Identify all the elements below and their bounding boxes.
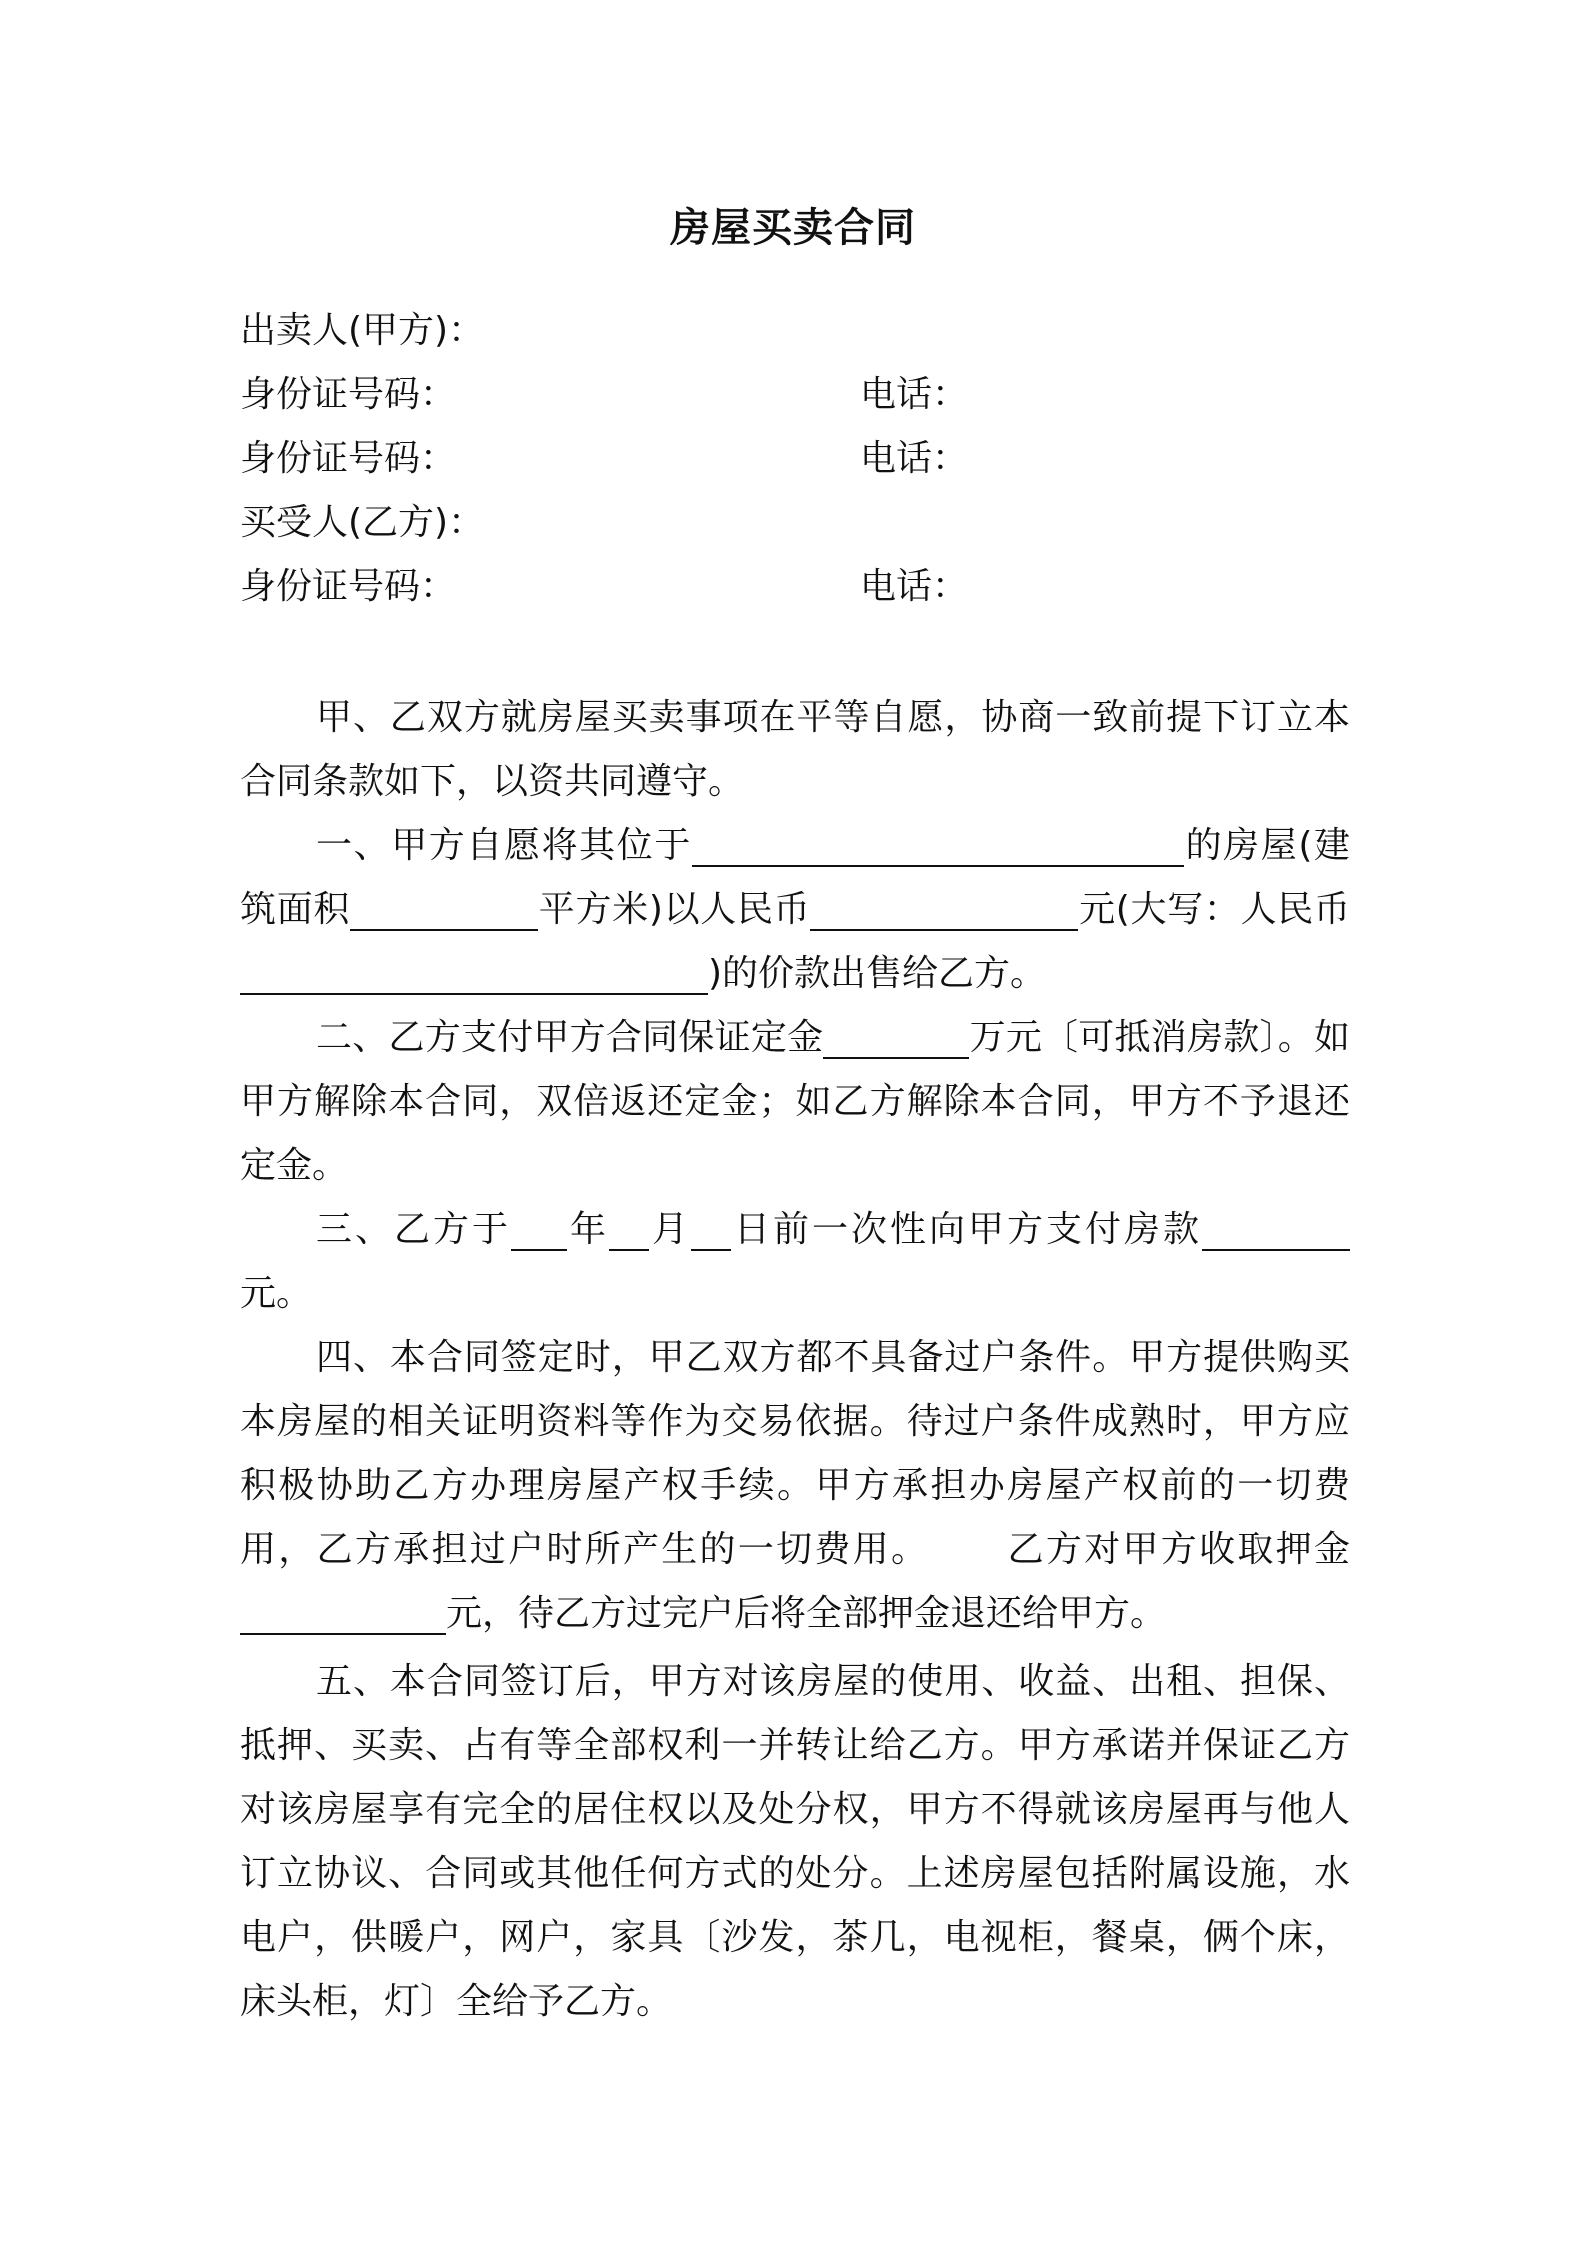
clause-1-text-e: )的价款出售给乙方。 [708, 953, 1047, 994]
buyer-id-label: 身份证号码： [240, 566, 457, 607]
seller-phone-label: 电话： [860, 374, 969, 415]
intro-paragraph: 甲、乙双方就房屋买卖事项在平等自愿，协商一致前提下订立本合同条款如下，以资共同遵守。 [240, 697, 1350, 802]
clause-4-text-a: 四、本合同签定时，甲乙双方都不具备过户条件。甲方提供购买本房屋的相关证明资料等作为交易依据。待过户条件成熟时，甲方应积极协助乙方办理房屋产权手续。甲方承担办房屋产权前的一切费用，乙方承担过户时所产生的一切费用。 [240, 1337, 1350, 1570]
clause-2-text-b: 万元〔可抵消房款〕。如甲方解除本合同，双倍返还定金；如乙方解除本合同，甲方不予退还定金。 [240, 1017, 1350, 1186]
payment-blank [1202, 1205, 1350, 1251]
contract-body-continued [240, 1650, 1350, 2034]
seller-phone-label-2: 电话： [860, 438, 969, 479]
clause-4-text-b: 乙方对甲方收取押金 [1005, 1529, 1350, 1570]
year-blank [511, 1205, 567, 1251]
month-blank [609, 1205, 649, 1251]
clause-1-text-b: 的房屋(建筑面积 [240, 825, 1350, 930]
clause-3-text-e: 元。 [240, 1273, 313, 1314]
price-in-words-blank [240, 949, 708, 995]
clause-4 [240, 1326, 1350, 1646]
location-blank [692, 821, 1184, 867]
clause-1-text-a: 一、甲方自愿将其位于 [316, 825, 692, 866]
clause-3-text-a: 三、乙方于 [316, 1209, 511, 1250]
seller-id-label: 身份证号码： [240, 374, 457, 415]
buyer-label: 买受人(乙方)： [240, 502, 485, 543]
clause-2-text-a: 二、乙方支付甲方合同保证定金 [316, 1017, 824, 1058]
clause-2 [240, 1006, 1350, 1198]
area-blank [350, 885, 538, 931]
document-title: 房屋买卖合同 [670, 205, 916, 251]
seller-label: 出卖人(甲方)： [240, 310, 485, 351]
price-blank [810, 885, 1078, 931]
clause-3-text-b: 年 [567, 1209, 609, 1250]
clause-3-text-c: 月 [649, 1209, 691, 1250]
clause-1-text-d: 元(大写：人民币 [1078, 889, 1350, 930]
clause-4-text-c: 元，待乙方过完户后将全部押金退还给甲方。 [446, 1593, 1167, 1634]
clause-3-text-d: 日前一次性向甲方支付房款 [731, 1209, 1202, 1250]
day-blank [691, 1205, 731, 1251]
buyer-phone-label: 电话： [860, 566, 969, 607]
clause-5: 五、本合同签订后，甲方对该房屋的使用、收益、出租、担保、抵押、买卖、占有等全部权利一并转让给乙方。甲方承诺并保证乙方对该房屋享有完全的居住权以及处分权，甲方不得就该房屋再与他人订立协议、合同或其他任何方式的处分。上述房屋包括附属设施，水电户，供暖户，网户，家具〔沙发，茶几，电视柜，餐桌，俩个床，床头柜，灯〕全给予乙方。 [240, 1661, 1350, 2022]
seller-id-label-2: 身份证号码： [240, 438, 457, 479]
contract-body [240, 686, 1350, 1646]
clause-1 [240, 814, 1350, 1006]
guarantee-deposit-blank [240, 1589, 446, 1635]
deposit-blank [823, 1013, 969, 1059]
clause-3 [240, 1198, 1350, 1326]
clause-1-text-c: 平方米)以人民币 [538, 889, 811, 930]
